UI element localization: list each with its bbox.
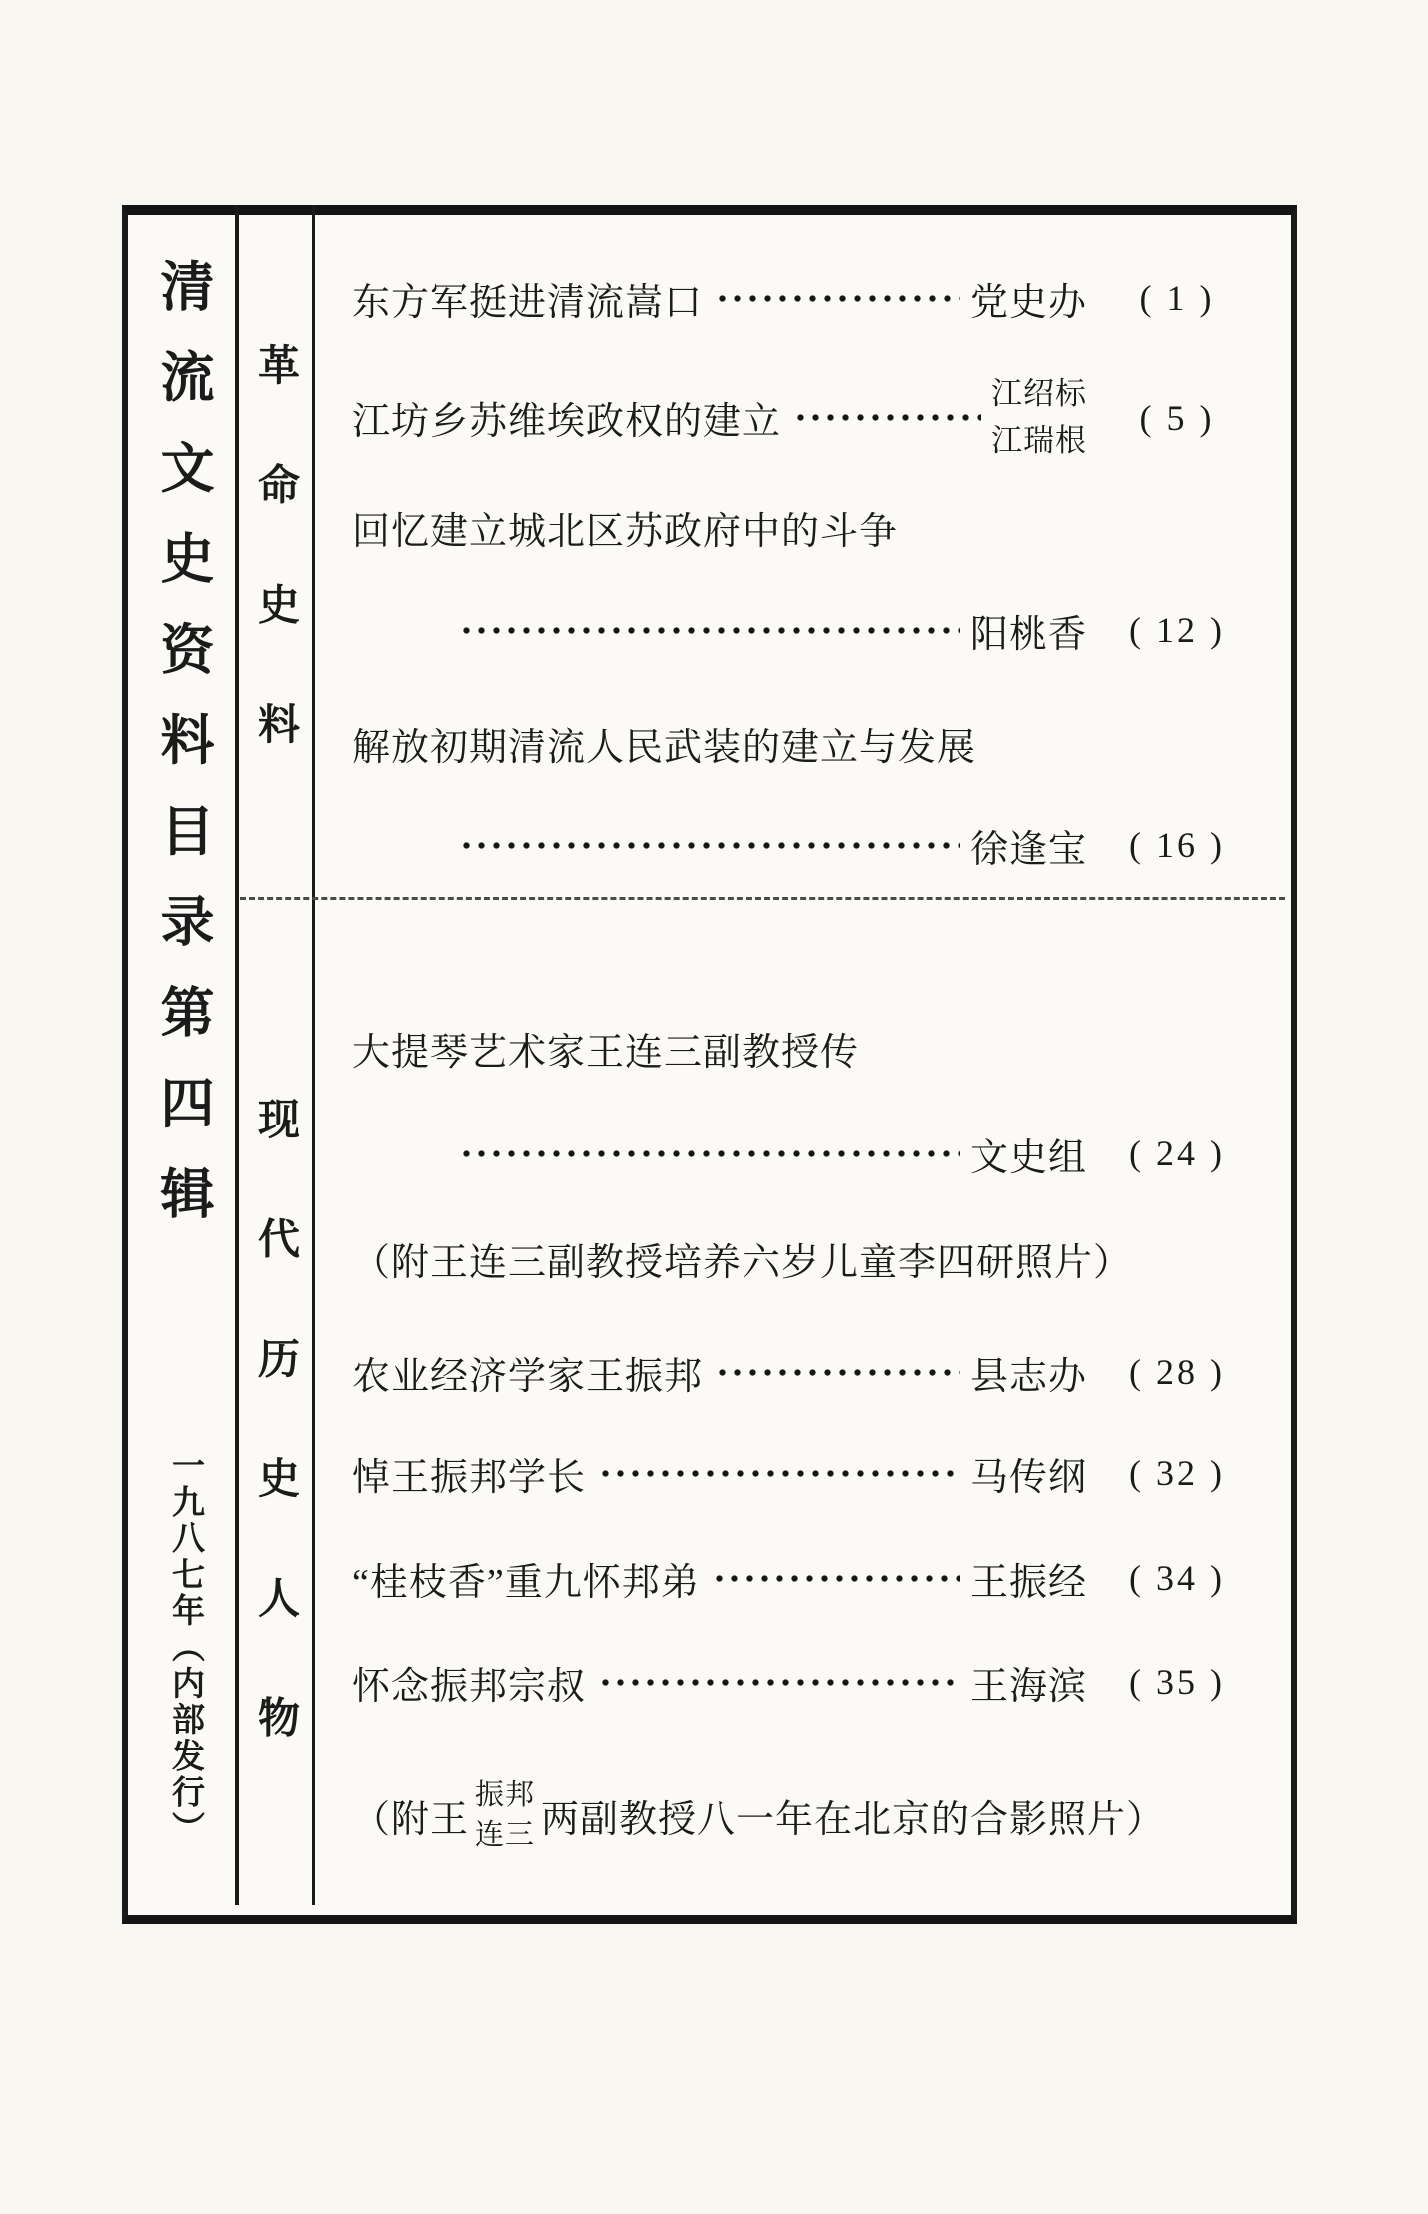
toc-row — [352, 1342, 1267, 1402]
edition-note: 一九八七年（内部发行） — [167, 1448, 203, 1848]
toc-page-number: ( 1 ) — [1139, 278, 1215, 318]
stacked-name-bottom: 连三 — [475, 1818, 536, 1851]
toc-row — [352, 1018, 1267, 1078]
toc-page-number: ( 16 ) — [1129, 825, 1225, 865]
toc-note: （附王 — [352, 1799, 470, 1841]
toc-author: 马传纲 — [969, 1456, 1087, 1499]
divider-sections — [312, 205, 315, 1905]
toc-row — [352, 600, 1267, 660]
volume-title: 清流文史资料目录第四辑 — [153, 258, 213, 1256]
toc-authors-stacked — [991, 371, 1087, 464]
toc-row — [352, 1652, 1267, 1712]
toc-row — [352, 713, 1267, 773]
leader-dots — [598, 1652, 960, 1712]
toc-row — [352, 1758, 1267, 1873]
toc-note: （附王连三副教授培养六岁儿童李四研照片） — [352, 1241, 1133, 1284]
leader-dots — [715, 268, 960, 328]
leader-dots — [712, 1548, 960, 1608]
section-label-revolutionary-history: 革命史料 — [252, 343, 298, 822]
leader-dots — [459, 1123, 960, 1183]
toc-title: 江坊乡苏维埃政权的建立 — [352, 401, 782, 443]
toc-row — [352, 360, 1267, 475]
stacked-name-top: 振邦 — [475, 1779, 536, 1812]
toc-page-number: ( 28 ) — [1129, 1352, 1225, 1392]
divider-spine — [235, 205, 239, 1905]
toc-title: 东方军挺进清流嵩口 — [352, 281, 704, 324]
toc-title: “桂枝香”重九怀邦弟 — [352, 1561, 700, 1604]
toc-title: 解放初期清流人民武装的建立与发展 — [352, 726, 977, 769]
toc-author: 江绍标 — [991, 376, 1087, 411]
leader-dots — [715, 1342, 960, 1402]
toc-row — [352, 1228, 1267, 1288]
leader-dots — [459, 815, 960, 875]
leader-dots — [793, 360, 981, 475]
toc-author: 阳桃香 — [969, 613, 1087, 656]
toc-note: 两副教授八一年在北京的合影照片） — [541, 1799, 1166, 1841]
toc-author: 王振经 — [969, 1561, 1087, 1604]
toc-row — [352, 1443, 1267, 1503]
toc-author: 文史组 — [969, 1136, 1087, 1179]
toc-page-number: ( 12 ) — [1129, 610, 1225, 650]
toc-title: 怀念振邦宗叔 — [352, 1665, 587, 1708]
toc-author: 徐逢宝 — [969, 828, 1087, 871]
toc-author: 江瑞根 — [991, 422, 1087, 458]
toc-page-number: ( 5 ) — [1139, 397, 1215, 438]
toc-page-number: ( 24 ) — [1129, 1133, 1225, 1173]
toc-page-number: ( 32 ) — [1129, 1453, 1225, 1493]
toc-page-number: ( 34 ) — [1129, 1558, 1225, 1598]
toc-page-number: ( 35 ) — [1129, 1662, 1225, 1702]
section-separator-dashed — [240, 897, 1285, 900]
toc-title: 悼王振邦学长 — [352, 1456, 587, 1499]
toc-author: 县志办 — [969, 1355, 1087, 1398]
toc-title: 回忆建立城北区苏政府中的斗争 — [352, 510, 899, 553]
section-label-modern-figures: 现代历史人物 — [252, 1097, 298, 1816]
toc-row — [352, 497, 1267, 557]
toc-row — [352, 268, 1267, 328]
toc-author: 党史办 — [969, 281, 1087, 324]
toc-note-stacked-names — [475, 1776, 535, 1854]
toc-row — [352, 1548, 1267, 1608]
toc-title: 农业经济学家王振邦 — [352, 1355, 704, 1398]
toc-author: 王海滨 — [969, 1665, 1087, 1708]
toc-title: 大提琴艺术家王连三副教授传 — [352, 1031, 860, 1074]
toc-row — [352, 1123, 1267, 1183]
leader-dots — [459, 600, 960, 660]
toc-row — [352, 815, 1267, 875]
leader-dots — [598, 1443, 960, 1503]
